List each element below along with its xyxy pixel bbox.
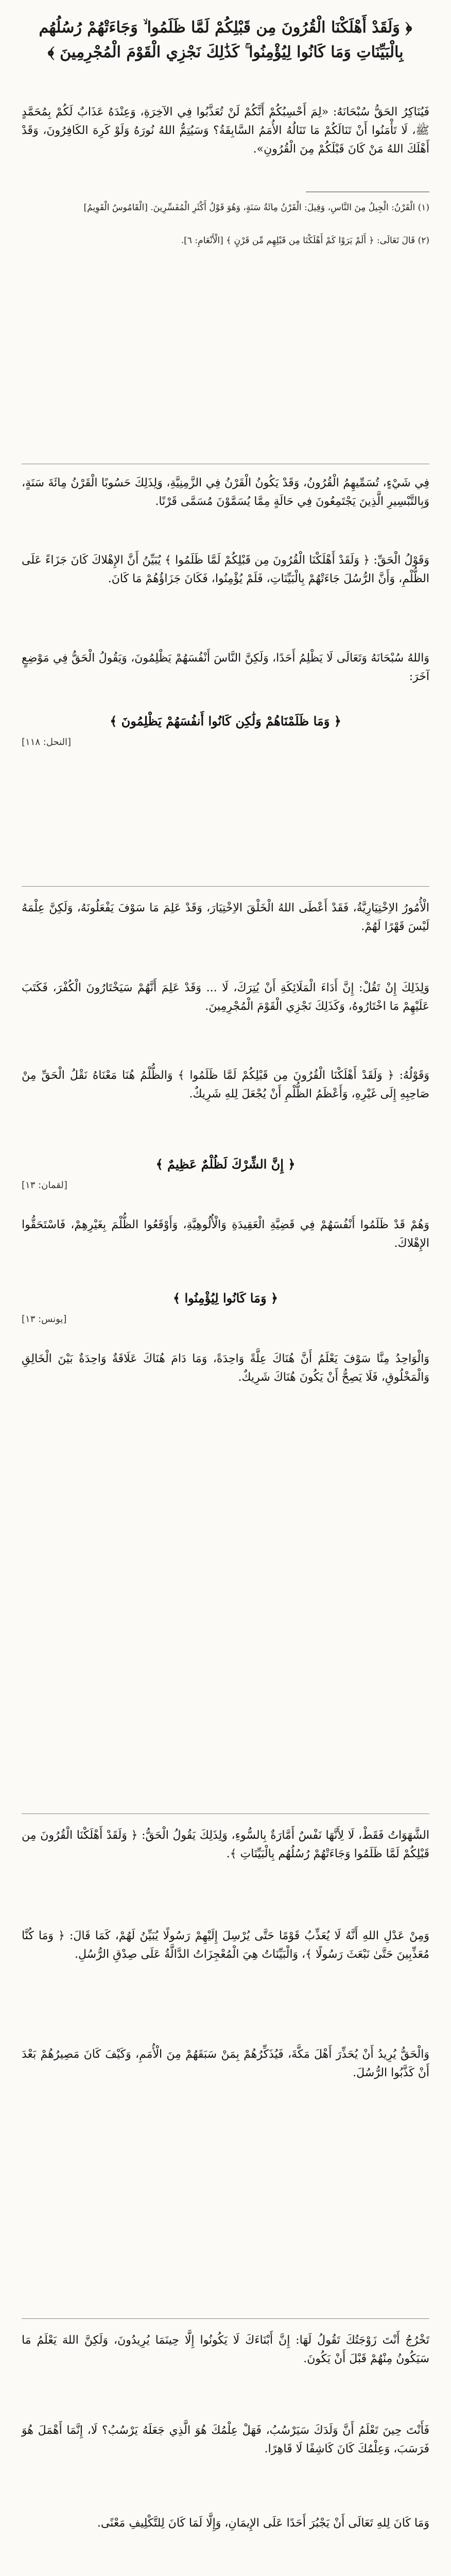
page-divider xyxy=(22,2318,429,2319)
footnote: (٢) قَالَ تَعَالَى: ﴿ أَلَمْ يَرَوْا كَمْ أَهْلَكْنَا مِن قَبْلِهِم مِّن قَرْنٍ ﴾ [الْأَنْعَامِ: ٦]. xyxy=(181,235,429,246)
quote-reference: [النحل: ١١٨] xyxy=(22,737,72,748)
quote-reference: [لقمان: ١٣] xyxy=(22,1180,67,1191)
paragraph: وَهُمْ قَدْ ظَلَمُوا أَنْفُسَهُمْ فِي قَضِيَّةِ الْعَقِيدَةِ وَالْأُلُوهِيَّةِ، وَأَوْقَعُوا الظُّلْمَ بِغَيْرِهِمْ، فَاسْتَحَقُّوا الإِهْلاكَ. xyxy=(22,1218,429,1250)
paragraph: وَقَوْلُ الْحَقِّ: ﴿ وَلَقَدْ أَهْلَكْنَا الْقُرُونَ مِن قَبْلِكُمْ لَمَّا ظَلَمُوا ﴾ يُبَيِّنُ أَنَّ الإِهْلاكَ كَانَ جَزَاءً عَلَى الظُّلْمِ، وَأَنَّ الرُّسُلَ جَاءَتْهُمْ بِالْبَيِّنَاتِ، فَلَمْ يُؤْمِنُوا، فَكَانَ جَزَاؤُهُمْ مَا كَانَ. xyxy=(22,554,429,585)
paragraph: وَالْوَاحِدُ مِنَّا سَوْفَ يَعْلَمُ أَنَّ هُنَاكَ عِلَّةً وَاحِدَةً، وَمَا دَامَ هُنَاكَ عَلَاقَةٌ وَاحِدَةٌ بَيْنَ الْخَالِقِ وَالْمَخْلُوقِ، فَلَا يَصِحُّ أَنْ يَكُونَ هُنَاكَ شَرِيكٌ. xyxy=(22,1352,429,1384)
paragraph: وَالْحَقُّ يُرِيدُ أَنْ يُحَذِّرَ أَهْلَ مَكَّةَ، فَيُذَكِّرُهُمْ بِمَنْ سَبَقَهُمْ مِنَ الْأُمَمِ، وَكَيْفَ كَانَ مَصِيرُهُمْ بَعْدَ أَنْ كَذَّبُوا الرُّسُلَ. xyxy=(22,2048,429,2079)
paragraph: وَلِذَلِكَ إِنْ تَقُلْ: إِنَّ أَدَاءَ الْمَلَائِكَةِ أَنْ يُتِرَكَ، لَا ... وَقَدْ عَلِمَ أَنَّهُمْ سَيَخْتَارُونَ الْكُفْرَ، فَكَتَبَ عَلَيْهِمْ مَا اخْتَارُوهُ، وَكَذَلِكَ نَجْزِي الْقَوْمَ الْمُجْرِمِينَ. xyxy=(22,981,429,1013)
quote-reference: [يونس: ١٣] xyxy=(22,1314,67,1325)
paragraph: الْأُمُورُ الاِخْتِيَارِيَّةُ، فَقَدْ أَعْطَى اللهُ الْخَلْقَ الاِخْتِيَارَ، وَقَدْ عَلِمَ مَا سَوْفَ يَفْعَلُونَهُ، وَلَكِنَّ عِلْمَهُ لَيْسَ قَهْرًا لَهُمْ. xyxy=(22,902,429,933)
quran-quote: ﴿ وَمَا كَانُوا لِيُؤْمِنُوا ﴾ xyxy=(173,1291,278,1306)
verse-banner-top: ﴿ وَلَقَدْ أَهْلَكْنَا الْقُرُونَ مِن قَبْلِكُمْ لَمَّا ظَلَمُوا ۙ وَجَاءَتْهُمْ رُسُلُهُم بِالْبَيِّنَاتِ وَمَا كَانُوا لِيُؤْمِنُوا ۚ كَذَٰلِكَ نَجْزِي الْقَوْمَ الْمُجْرِمِينَ ﴾ xyxy=(39,19,412,61)
quran-quote: ﴿ وَمَا ظَلَمْنَاهُمْ وَلَٰكِن كَانُوا أَنفُسَهُمْ يَظْلِمُونَ ﴾ xyxy=(110,714,341,728)
paragraph: الشَّهَوَاتُ فَقَطْ، لَا لِأَنَّهَا نَفْسٌ أَمَّارَةٌ بِالسُّوءِ، وَلِذَلِكَ يَقُولُ الْحَقُّ: ﴿ وَلَقَدْ أَهْلَكْنَا الْقُرُونَ مِن قَبْلِكُمْ لَمَّا ظَلَمُوا وَجَاءَتْهُمْ رُسُلُهُم بِالْبَيِّنَاتِ ﴾. xyxy=(22,1829,429,1860)
footnote: (١) الْقَرْنُ: الْجِيلُ مِنَ النَّاسِ، وَقِيلَ: الْقَرْنُ مِائَةُ سَنَةٍ، وَهُوَ قَوْلُ أَكْثَرِ الْمُفَسِّرِينَ. [الْقَامُوسُ الْقَوِيمُ] xyxy=(83,202,429,213)
paragraph: فَأَنْتَ حِينَ تَعْلَمُ أَنَّ وَلَدَكَ سَيَرْسُبُ، فَهَلْ عِلْمُكَ هُوَ الَّذِي جَعَلَهُ يَرْسُبُ؟ لَا، إِنَّمَا أَهْمَلَ هُوَ فَرَسَبَ، وَعِلْمُكَ كَانَ كَاشِفًا لَا قَاهِرًا. xyxy=(22,2424,429,2455)
page-divider xyxy=(22,886,429,887)
paragraph: فَيُنَاكِرُ الحَقُّ سُبْحَانَهُ: «لِمَ أَحْسِبُكُمْ أَنَّكُمْ لَنْ تُعَذَّبُوا فِي الآخِرَةِ، وَعِنْدَهُ عَذَابٌ لَكُمْ بِمُحَمَّدٍ ﷺ، لَا تَأْمَنُوا أَنْ تَنَالَكُمْ مَا تَنَالُهُ الأُمَمُ السَّابِقَةُ؟ وَسَيُتِمُّ اللهُ نُورَهُ وَلَوْ كَرِهَ الكَافِرُونَ، وَقَدْ أَهْلَكَ اللهُ مَنْ كَانَ قَبْلَكُمْ مِنَ الْقُرُونِ». xyxy=(22,106,429,156)
paragraph: فِي شَيْءٍ، تُسَمِّيهِمُ الْقُرُونُ، وَقَدْ يَكُونُ الْقَرْنُ فِي الزَّمِنِيَّةِ، وَلِذَلِكَ حَسُوبًا الْقَرْنُ مِائَةَ سَنَةٍ، وَبِالتَّبْسِيرِ الَّذِينَ يَجْتَمِعُونَ فِي حَالَةٍ مِمَّا يُسَمَّوْنَ مُسَمَّى قَرْنًا. xyxy=(22,477,429,508)
paragraph: وَقَوْلُهُ: ﴿ وَلَقَدْ أَهْلَكْنَا الْقُرُونَ مِن قَبْلِكُمْ لَمَّا ظَلَمُوا ﴾ وَالظُّلْمُ هُنَا مَعْنَاهُ نَقْلُ الْحَقِّ مِنْ صَاحِبِهِ إِلَى غَيْرِهِ، وَأَعْظَمُ الظُّلْمِ أَنْ يُجْعَلَ لِلهِ شَرِيكٌ. xyxy=(22,1069,429,1100)
paragraph: تَخْرُجُ أَنْتَ زَوْجَتُكَ تَقُولُ لَهَا: إِنَّ أَبْنَاءَكَ لَا يَكُونُوا إِلَّا حِينَمَا يُرِيدُونَ، وَلَكِنَّ اللهَ يَعْلَمُ مَا سَيَكُونُ مِنْهُمْ قَبْلَ أَنْ يَكُونَ. xyxy=(22,2334,429,2365)
paragraph: وَاللهُ سُبْحَانَهُ وَتَعَالَى لَا يَظْلِمُ أَحَدًا، وَلَكِنَّ النَّاسَ أَنْفُسَهُمْ يَظْلِمُونَ، وَيَقُولُ الْحَقُّ فِي مَوْضِعٍ آخَرَ: xyxy=(22,652,429,683)
quran-quote: ﴿ إِنَّ الشِّرْكَ لَظُلْمٌ عَظِيمٌ ﴾ xyxy=(155,1157,296,1172)
paragraph: وَمَا كَانَ لِلهِ تَعَالَى أَنْ يَجْبُرَ أَحَدًا عَلَى الإِيمَانِ، وَإِلَّا لَمَا كَانَ لِلتَّكْلِيفِ مَعْنًى. xyxy=(97,2517,429,2530)
paragraph: وَمِنْ عَدْلِ اللهِ أَنَّهُ لَا يُعَذِّبُ قَوْمًا حَتَّى يُرْسِلَ إِلَيْهِمْ رَسُولًا يُبَيِّنُ لَهُمْ، كَمَا قَالَ: ﴿ وَمَا كُنَّا مُعَذِّبِينَ حَتَّىٰ نَبْعَثَ رَسُولًا ﴾، وَالْبَيِّنَاتُ هِيَ الْمُعْجِزَاتُ الدَّالَّةُ عَلَى صِدْقِ الرُّسُلِ. xyxy=(22,1929,429,1961)
